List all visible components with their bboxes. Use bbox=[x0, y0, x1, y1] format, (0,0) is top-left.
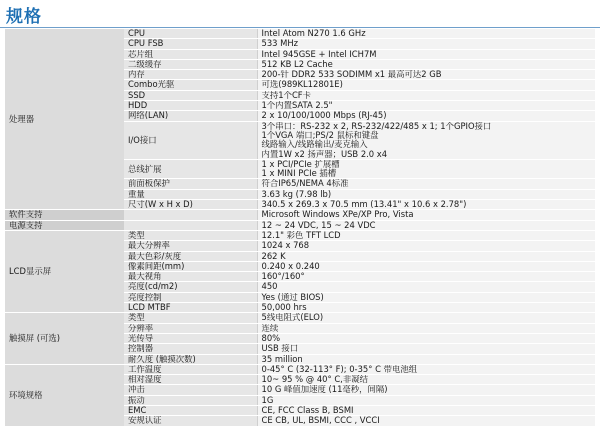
spec-key: 内存 bbox=[124, 70, 257, 80]
spec-value-line: 连续 bbox=[261, 323, 279, 333]
spec-value bbox=[257, 395, 595, 405]
spec-key: 安规认证 bbox=[124, 416, 257, 426]
spec-key: SSD bbox=[124, 90, 257, 100]
spec-value-line: CE CB, UL, BSMI, CCC , VCCI bbox=[261, 415, 380, 426]
spec-value-line: 支持1个CF卡 bbox=[261, 90, 311, 100]
spec-value-line: Intel Atom N270 1.6 GHz bbox=[261, 29, 366, 38]
spec-key: 芯片组 bbox=[124, 49, 257, 59]
spec-value-line: 533 MHz bbox=[261, 38, 299, 49]
spec-value-line: 1 x PCI/PCIe 扩展槽 bbox=[261, 159, 340, 169]
spec-value bbox=[257, 159, 595, 179]
spec-key: HDD bbox=[124, 101, 257, 111]
spec-key: 分辨率 bbox=[124, 323, 257, 333]
spec-key: 工作温度 bbox=[124, 364, 257, 374]
spec-value bbox=[257, 59, 595, 69]
spec-value-line: 340.5 x 269.3 x 70.5 mm (13.41" x 10.6 x 2.78") bbox=[261, 199, 467, 210]
spec-value-line: 3个串口：RS-232 x 2, RS-232/422/485 x 1; 1个GPIO接口 bbox=[261, 121, 492, 131]
spec-key: 尺寸(W x H x D) bbox=[124, 200, 257, 210]
spec-value bbox=[257, 80, 595, 90]
spec-key: 最大色彩/灰度 bbox=[124, 251, 257, 261]
spec-row bbox=[5, 230, 595, 240]
spec-value bbox=[257, 385, 595, 395]
spec-key: 总线扩展 bbox=[124, 159, 257, 179]
section-category: 电源支持 bbox=[5, 220, 124, 230]
spec-key: 二级缓存 bbox=[124, 59, 257, 69]
section-category: 触摸屏 (可选) bbox=[5, 313, 124, 364]
spec-key bbox=[124, 210, 257, 220]
spec-value-line: 1024 x 768 bbox=[261, 240, 310, 251]
spec-value bbox=[257, 90, 595, 100]
spec-value-line: 160°/160° bbox=[261, 271, 305, 282]
spec-value bbox=[257, 70, 595, 80]
section-category: 处理器 bbox=[5, 29, 124, 210]
spec-table-body bbox=[5, 29, 595, 426]
spec-value bbox=[257, 333, 595, 343]
spec-value-line: 线路输入/线路输出/麦克输入 bbox=[261, 139, 368, 150]
spec-key: 光传导 bbox=[124, 333, 257, 343]
spec-value-line: 5线电阻式(ELO) bbox=[261, 312, 324, 323]
spec-value-line: 12.1" 彩色 TFT LCD bbox=[261, 230, 341, 240]
section-category: 环境规格 bbox=[5, 364, 124, 426]
spec-value bbox=[257, 303, 595, 313]
spec-value bbox=[257, 230, 595, 240]
spec-value bbox=[257, 344, 595, 354]
spec-value bbox=[257, 39, 595, 49]
spec-value bbox=[257, 210, 595, 220]
spec-value bbox=[257, 261, 595, 271]
spec-value-line: 10 G 峰值加速度 (11毫秒，间隔) bbox=[261, 384, 388, 395]
spec-value-line: 10~ 95 % @ 40° C,非凝结 bbox=[261, 374, 368, 385]
spec-value-line: Yes (通过 BIOS) bbox=[261, 292, 324, 302]
spec-row bbox=[5, 220, 595, 230]
spec-value bbox=[257, 111, 595, 121]
spec-value-line: 12 ~ 24 VDC, 15 ~ 24 VDC bbox=[261, 220, 376, 230]
spec-row bbox=[5, 313, 595, 323]
spec-value-line: 1个内置SATA 2.5" bbox=[261, 100, 333, 111]
spec-value-line: 1G bbox=[261, 395, 274, 405]
spec-key: 耐久度 (触摸次数) bbox=[124, 354, 257, 364]
spec-value-line: 50,000 hrs bbox=[261, 302, 307, 313]
spec-row bbox=[5, 210, 595, 220]
spec-value bbox=[257, 189, 595, 199]
spec-key: Combo光驱 bbox=[124, 80, 257, 90]
spec-key: 振动 bbox=[124, 395, 257, 405]
spec-value bbox=[257, 416, 595, 426]
spec-key: 最大视角 bbox=[124, 272, 257, 282]
section-category: LCD显示屏 bbox=[5, 230, 124, 312]
spec-key: 前面板保护 bbox=[124, 179, 257, 189]
title-divider bbox=[0, 27, 600, 28]
spec-key: 亮度(cd/m2) bbox=[124, 282, 257, 292]
spec-value bbox=[257, 179, 595, 189]
spec-key: CPU bbox=[124, 29, 257, 39]
spec-key: 重量 bbox=[124, 189, 257, 199]
spec-key: EMC bbox=[124, 405, 257, 415]
spec-value bbox=[257, 49, 595, 59]
spec-value-line: USB 接口 bbox=[261, 343, 299, 354]
spec-value-line: 0.240 x 0.240 bbox=[261, 261, 320, 271]
spec-key bbox=[124, 220, 257, 230]
spec-value-line: 0-45° C (32-113° F); 0-35° C 带电池组 bbox=[261, 364, 418, 374]
spec-value bbox=[257, 101, 595, 111]
spec-value bbox=[257, 200, 595, 210]
spec-value-line: Microsoft Windows XPe/XP Pro, Vista bbox=[261, 209, 414, 220]
spec-value bbox=[257, 251, 595, 261]
spec-key: 像素间距(mm) bbox=[124, 261, 257, 271]
spec-value-line: 80% bbox=[261, 333, 281, 343]
spec-value bbox=[257, 241, 595, 251]
spec-key: I/O接口 bbox=[124, 121, 257, 159]
spec-row bbox=[5, 29, 595, 39]
spec-row bbox=[5, 364, 595, 374]
spec-key: CPU FSB bbox=[124, 39, 257, 49]
spec-value-line: 3.63 kg (7.98 lb) bbox=[261, 189, 332, 199]
spec-value bbox=[257, 282, 595, 292]
spec-value-line: Intel 945GSE + Intel ICH7M bbox=[261, 49, 377, 59]
spec-value-line: 符合IP65/NEMA 4标准 bbox=[261, 178, 349, 189]
spec-value-line: 1 x MINI PCIe 插槽 bbox=[261, 168, 337, 179]
spec-value bbox=[257, 323, 595, 333]
spec-value bbox=[257, 313, 595, 323]
spec-value bbox=[257, 220, 595, 230]
spec-key: 控制器 bbox=[124, 344, 257, 354]
spec-value-line: 512 KB L2 Cache bbox=[261, 59, 333, 69]
spec-value-line: 2 x 10/100/1000 Mbps (RJ-45) bbox=[261, 110, 387, 121]
spec-value bbox=[257, 354, 595, 364]
spec-value bbox=[257, 405, 595, 415]
spec-key: 类型 bbox=[124, 230, 257, 240]
spec-key: 类型 bbox=[124, 313, 257, 323]
spec-table bbox=[5, 29, 595, 427]
spec-value-line: 1个VGA 端口;PS/2 鼠标和键盘 bbox=[261, 129, 379, 140]
spec-key: 相对湿度 bbox=[124, 375, 257, 385]
spec-value-line: 200-针 DDR2 533 SODIMM x1 最高可达2 GB bbox=[261, 69, 442, 80]
spec-value bbox=[257, 29, 595, 39]
spec-value bbox=[257, 292, 595, 302]
spec-value-line: 内置1W x2 扬声器；USB 2.0 x4 bbox=[261, 148, 388, 159]
spec-value bbox=[257, 272, 595, 282]
spec-key: 最大分辨率 bbox=[124, 241, 257, 251]
spec-value bbox=[257, 364, 595, 374]
spec-key: LCD MTBF bbox=[124, 303, 257, 313]
spec-key: 冲击 bbox=[124, 385, 257, 395]
spec-value-line: 可选(989KL12801E) bbox=[261, 79, 343, 90]
spec-value bbox=[257, 121, 595, 159]
section-category: 软件支持 bbox=[5, 210, 124, 220]
spec-key: 亮度控制 bbox=[124, 292, 257, 302]
spec-value-line: CE, FCC Class B, BSMI bbox=[261, 405, 354, 415]
page-title: 规格 bbox=[6, 7, 42, 27]
spec-key: 网络(LAN) bbox=[124, 111, 257, 121]
spec-value-line: 35 million bbox=[261, 354, 303, 364]
spec-value-line: 450 bbox=[261, 281, 278, 292]
spec-value bbox=[257, 375, 595, 385]
spec-value-line: 262 K bbox=[261, 251, 286, 261]
